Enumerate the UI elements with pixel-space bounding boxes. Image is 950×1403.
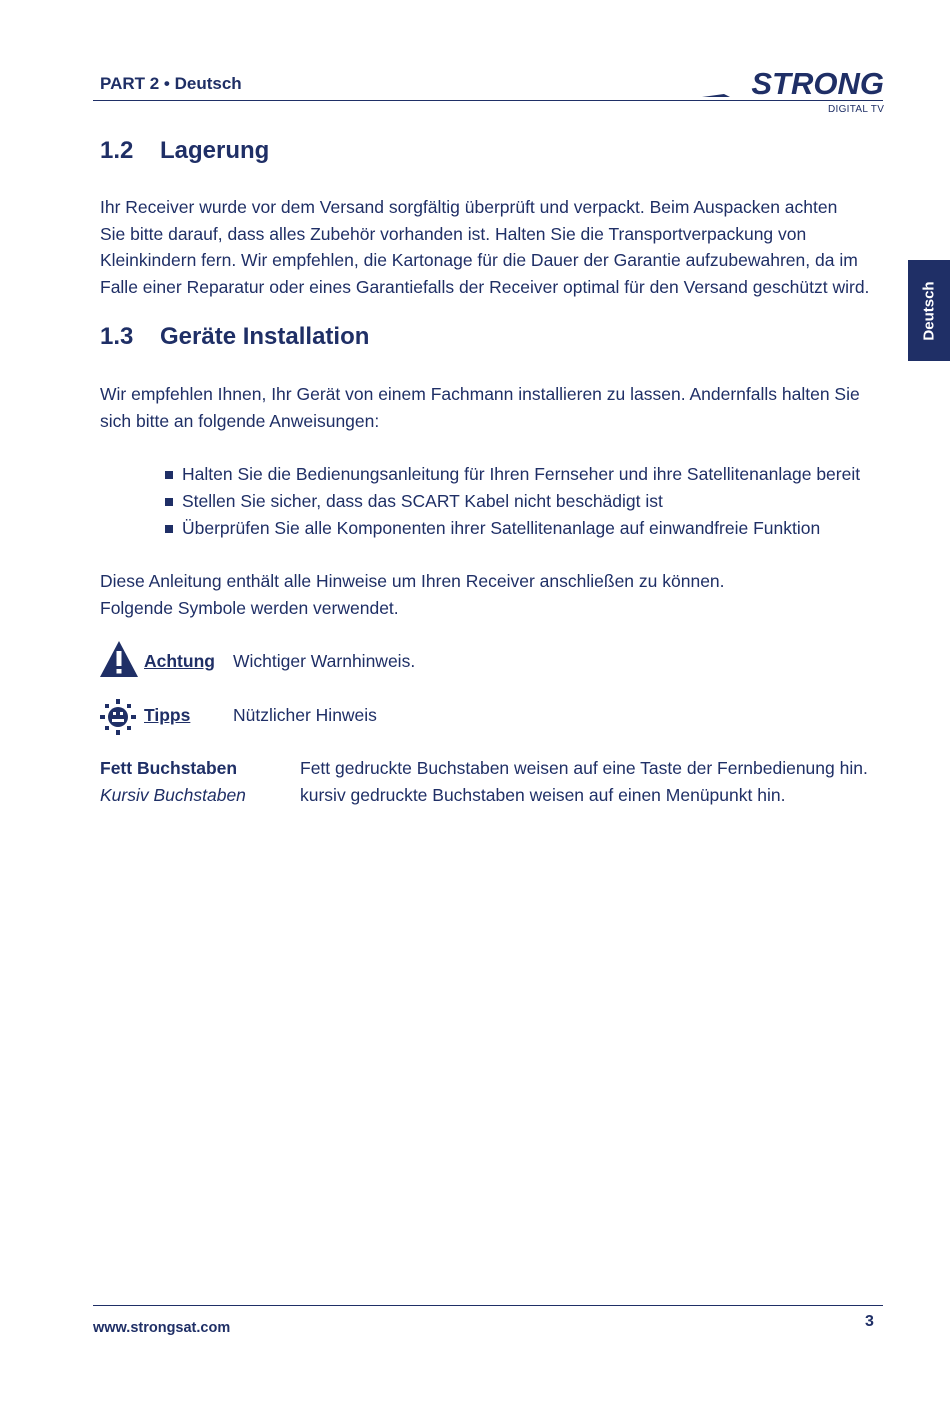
- paragraph-line: Wir empfehlen Ihnen, Ihr Gerät von einem Fachmann installieren zu lassen. Andernfalls halten Sie: [100, 384, 860, 404]
- list-item-text: Überprüfen Sie alle Komponenten ihrer Satellitenanlage auf einwandfreie Funktion: [182, 518, 821, 538]
- brand-subtitle: DIGITAL TV: [828, 104, 885, 115]
- square-bullet-icon: [165, 498, 173, 506]
- italic-style-description: kursiv gedruckte Buchstaben weisen auf einen Menüpunkt hin.: [300, 785, 786, 805]
- list-item: [165, 515, 860, 542]
- page-number: 3: [865, 1313, 874, 1330]
- warning-label: Achtung: [144, 651, 215, 671]
- header-divider: [93, 100, 883, 101]
- warning-description: Wichtiger Warnhinweis.: [233, 651, 416, 671]
- instruction-list: [165, 461, 860, 542]
- section-1-2-paragraph: [100, 194, 890, 301]
- strong-logo: [700, 64, 885, 100]
- paragraph-line: sich bitte an folgende Anweisungen:: [100, 410, 380, 431]
- list-item-text: Halten Sie die Bedienungsanleitung für Ihren Fernseher und ihre Satellitenanlage bereit: [182, 464, 861, 484]
- footer-website-link[interactable]: www.strongsat.com: [93, 1320, 231, 1336]
- list-item-text: Stellen Sie sicher, dass das SCART Kabel nicht beschädigt ist: [182, 491, 663, 511]
- paragraph-line: Diese Anleitung enthält alle Hinweise um Ihren Receiver anschließen zu können.: [100, 571, 725, 591]
- brand-name: STRONG: [751, 66, 884, 100]
- warning-icon: [99, 640, 139, 678]
- language-side-tab: [908, 260, 950, 361]
- paragraph-line: Folgende Symbole werden verwendet.: [100, 597, 399, 618]
- section-1-2-number: 1.2: [100, 137, 134, 164]
- list-item: [165, 488, 860, 515]
- list-item: [165, 461, 860, 488]
- section-1-3-intro: [100, 381, 890, 434]
- section-1-2-title: Lagerung: [160, 137, 270, 164]
- italic-style-term: Kursiv Buchstaben: [100, 785, 246, 805]
- paragraph-line: Kleinkindern fern. Wir empfehlen, die Kartonage für die Dauer der Garantie aufzubewahren, da im: [100, 250, 858, 271]
- tip-description: Nützlicher Hinweis: [233, 705, 377, 725]
- tip-label: Tipps: [144, 705, 191, 725]
- tip-icon: [99, 698, 137, 736]
- footer-divider: [93, 1305, 883, 1306]
- bold-style-description: Fett gedruckte Buchstaben weisen auf eine Taste der Fernbedienung hin.: [300, 758, 868, 778]
- bold-style-term: Fett Buchstaben: [100, 758, 238, 778]
- paragraph-line: Falle einer Reparatur oder eines Garantiefalls der Receiver optimal für den Versand geschützt wird.: [100, 277, 870, 298]
- language-side-tab-label: Deutsch: [920, 280, 938, 341]
- paragraph-line: Sie bitte darauf, dass alles Zubehör vorhanden ist. Halten Sie die Transportverpackung von: [100, 223, 807, 244]
- section-1-3-title: Geräte Installation: [160, 323, 370, 350]
- paragraph-line: Ihr Receiver wurde vor dem Versand sorgfältig überprüft und verpackt. Beim Auspacken achten: [100, 197, 838, 217]
- header-part-label: PART 2 • Deutsch: [100, 74, 242, 93]
- square-bullet-icon: [165, 525, 173, 533]
- square-bullet-icon: [165, 471, 173, 479]
- section-1-3-number: 1.3: [100, 323, 134, 350]
- symbols-intro: [100, 568, 890, 621]
